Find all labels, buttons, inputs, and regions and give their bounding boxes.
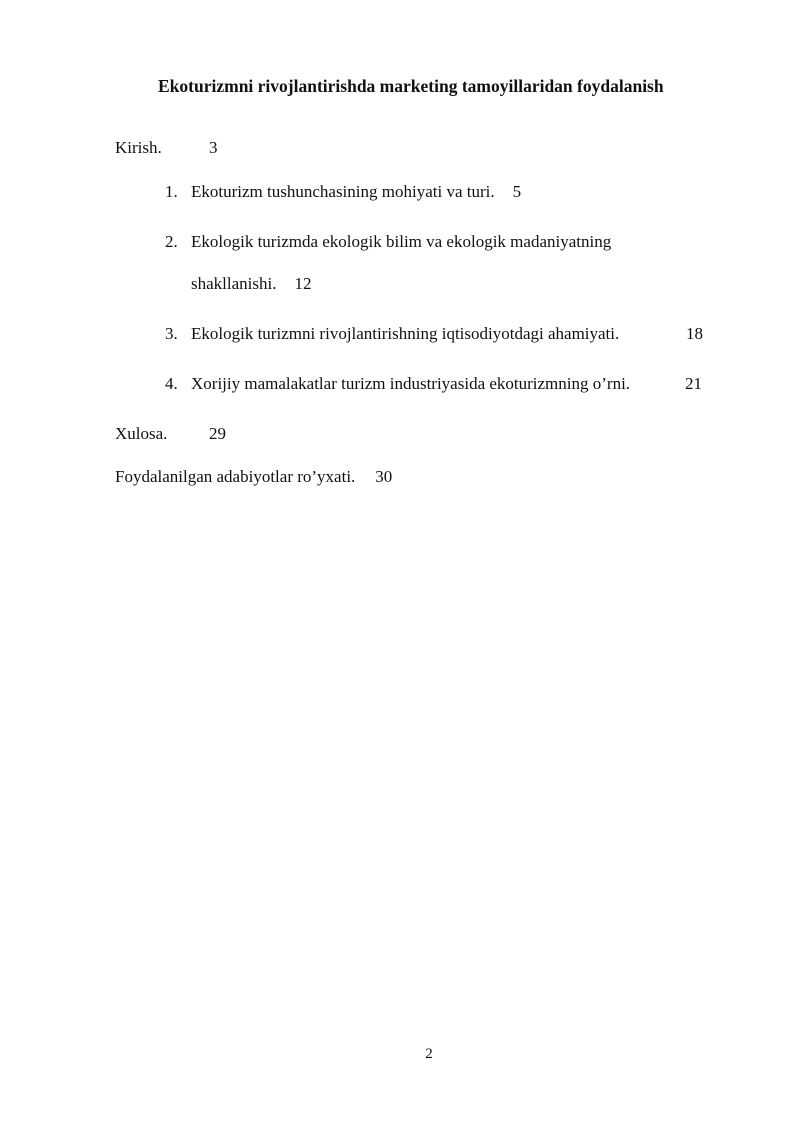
page-number: 2 xyxy=(425,1046,433,1062)
toc-conclusion-label: Xulosa. xyxy=(115,424,168,443)
toc-intro xyxy=(115,137,162,159)
toc-item-4-number: 4. xyxy=(165,374,178,393)
toc-item-2-page: 12 xyxy=(294,274,312,293)
toc-item-1-page: 5 xyxy=(512,182,522,201)
toc-item-4 xyxy=(191,373,630,395)
toc-item-2-line2 xyxy=(191,273,311,295)
toc-item-2-line1: Ekologik turizmda ekologik bilim va ekologik madaniyatning xyxy=(191,232,612,251)
toc-item-3-page: 18 xyxy=(686,324,703,343)
toc-references-page: 30 xyxy=(375,467,393,486)
toc-conclusion-page: 29 xyxy=(209,424,226,443)
toc-item-3-label: Ekologik turizmni rivojlantirishning iqtisodiyotdagi ahamiyati. xyxy=(191,324,620,343)
toc-item-3 xyxy=(191,323,619,345)
toc-references xyxy=(115,466,392,488)
toc-item-3-number: 3. xyxy=(165,324,178,343)
toc-item-4-label: Xorijiy mamalakatlar turizm industriyasida ekoturizmning o’rni. xyxy=(191,374,631,393)
toc-item-2-number: 2. xyxy=(165,232,178,251)
toc-intro-page xyxy=(209,137,218,159)
toc-item-2-label-cont: shakllanishi. xyxy=(191,274,277,293)
toc-intro-page-number: 3 xyxy=(209,138,218,157)
toc-intro-label: Kirish. xyxy=(115,138,162,157)
toc-conclusion xyxy=(115,423,167,445)
toc-references-label: Foydalanilgan adabiyotlar ro’yxati. xyxy=(115,467,356,486)
toc-item-1-label: Ekoturizm tushunchasining mohiyati va turi. xyxy=(191,182,495,201)
toc-item-4-page: 21 xyxy=(685,374,702,393)
toc-item-1-number: 1. xyxy=(165,182,178,201)
document-title: Ekoturizmni rivojlantirishda marketing tamoyillaridan foydalanish xyxy=(158,76,664,96)
toc-item-1 xyxy=(191,181,521,203)
